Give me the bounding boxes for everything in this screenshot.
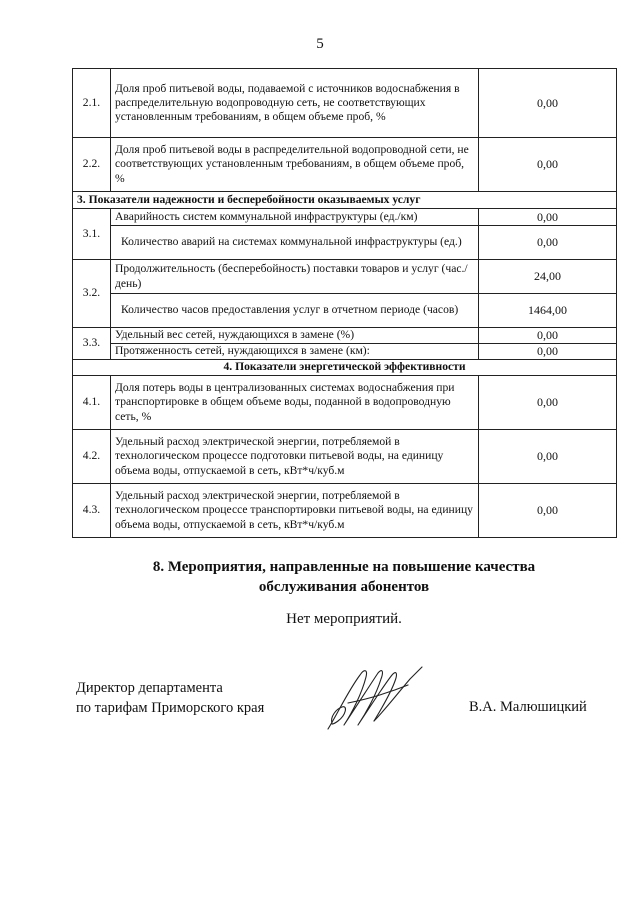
signer-title-line2: по тарифам Приморского края: [76, 699, 265, 716]
row-value: 0,00: [479, 344, 617, 360]
table-row: [73, 328, 617, 344]
handwritten-signature: [318, 663, 428, 735]
section-3-title: 3. Показатели надежности и бесперебойности оказываемых услуг: [73, 192, 617, 209]
table-row: [73, 209, 617, 226]
row-text: Количество часов предоставления услуг в отчетном периоде (часов): [111, 294, 479, 328]
section-header-row: [73, 192, 617, 209]
row-value: 0,00: [479, 328, 617, 344]
row-text: Продолжительность (бесперебойность) поставки товаров и услуг (час./день): [111, 260, 479, 294]
table-row: [73, 430, 617, 484]
measures-heading-line2: обслуживания абонентов: [258, 578, 430, 595]
row-value: 0,00: [479, 69, 617, 138]
section-header-row: [73, 360, 617, 376]
row-value: 0,00: [479, 430, 617, 484]
row-number: 2.1.: [73, 69, 111, 138]
row-text: Количество аварий на системах коммунальной инфраструктуры (ед.): [111, 226, 479, 260]
table-row: [73, 344, 617, 360]
indicators-table: [72, 68, 617, 538]
row-text: Протяженность сетей, нуждающихся в замене (км):: [111, 344, 479, 360]
row-text: Удельный вес сетей, нуждающихся в замене (%): [111, 328, 479, 344]
table-row: [73, 260, 617, 294]
table-row: [73, 294, 617, 328]
section-4-title: 4. Показатели энергетической эффективности: [73, 360, 617, 376]
row-text: Удельный расход электрической энергии, потребляемой в технологическом процессе подготовки питьевой воды, на единицу объема воды, отпускаемой в сеть, кВт*ч/куб.м: [111, 430, 479, 484]
row-value: 1464,00: [479, 294, 617, 328]
page-number: 5: [316, 36, 324, 52]
table-row: [73, 69, 617, 138]
row-text: Доля проб питьевой воды, подаваемой с источников водоснабжения в распределительную водопроводную сеть, не соответствующих установленным требованиям, в общем объеме проб, %: [111, 69, 479, 138]
signer-name: В.А. Малюшицкий: [469, 699, 587, 715]
row-text: Удельный расход электрической энергии, потребляемой в технологическом процессе транспортировки питьевой воды, на единицу объема воды, отпускаемой в сеть, кВт*ч/куб.м: [111, 484, 479, 538]
signer-title-line1: Директор департамента: [76, 680, 223, 696]
row-value: 24,00: [479, 260, 617, 294]
row-number: 4.3.: [73, 484, 111, 538]
measures-text: Нет мероприятий.: [286, 611, 402, 627]
row-number: 2.2.: [73, 138, 111, 192]
row-number: 3.2.: [73, 260, 111, 328]
row-number: 4.2.: [73, 430, 111, 484]
row-number: 3.1.: [73, 209, 111, 260]
row-value: 0,00: [479, 484, 617, 538]
row-value: 0,00: [479, 138, 617, 192]
row-text: Доля проб питьевой воды в распределительной водопроводной сети, не соответствующих установленным требованиям, в общем объеме проб, %: [111, 138, 479, 192]
row-number: 4.1.: [73, 376, 111, 430]
row-value: 0,00: [479, 209, 617, 226]
row-value: 0,00: [479, 376, 617, 430]
row-text: Доля потерь воды в централизованных системах водоснабжения при транспортировке в общем объеме воды, поданной в водопроводную сеть, %: [111, 376, 479, 430]
table-row: [73, 376, 617, 430]
row-value: 0,00: [479, 226, 617, 260]
row-number: 3.3.: [73, 328, 111, 360]
table-row: [73, 138, 617, 192]
table-row: [73, 226, 617, 260]
signer-title: [76, 679, 264, 718]
row-text: Аварийность систем коммунальной инфраструктуры (ед./км): [111, 209, 479, 226]
measures-heading-line1: 8. Мероприятия, направленные на повышение качества: [152, 559, 536, 575]
table-row: [73, 484, 617, 538]
measures-heading: [0, 558, 640, 597]
